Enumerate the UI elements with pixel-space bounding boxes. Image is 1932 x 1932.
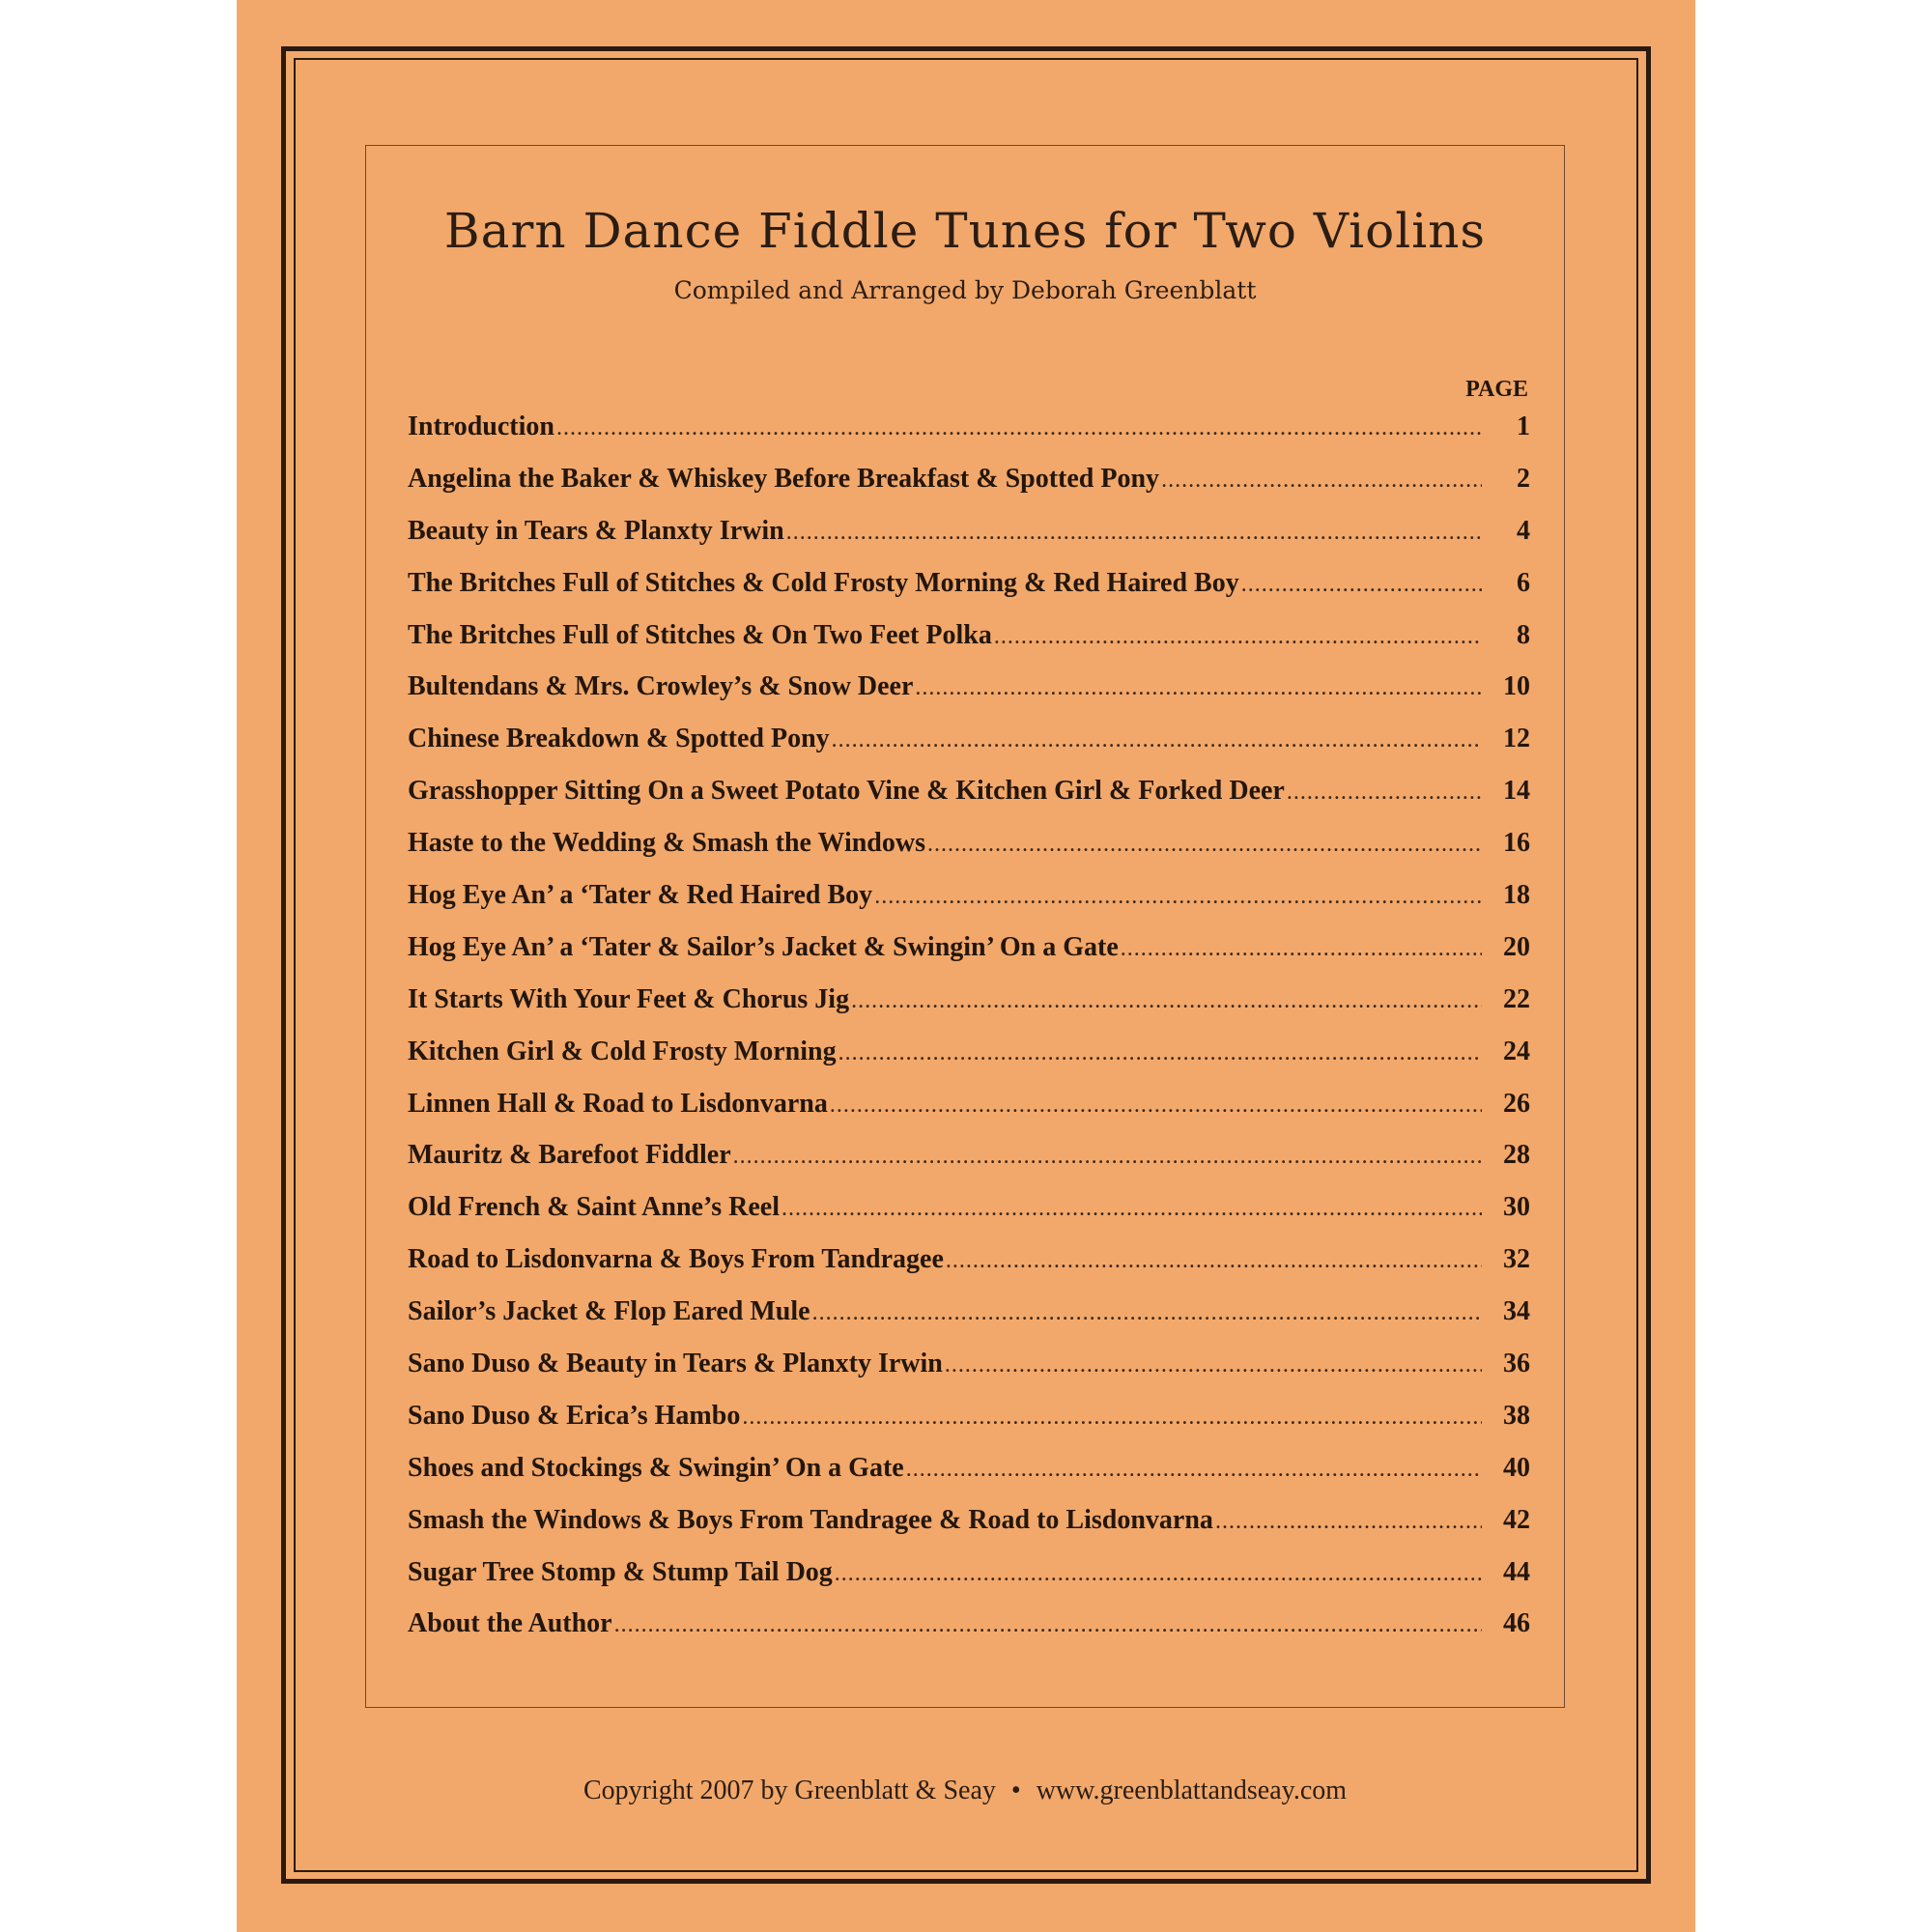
toc-dot-leader	[994, 624, 1482, 650]
toc-entry	[408, 1453, 1530, 1505]
toc-entry-title: It Starts With Your Feet & Chorus Jig	[408, 983, 850, 1014]
toc-dot-leader	[786, 520, 1482, 546]
toc-entry-title: Hog Eye An’ a ‘Tater & Sailor’s Jacket & Swingin’ On a Gate	[408, 931, 1119, 962]
footer-copyright: Copyright 2007 by Greenblatt & Seay	[582, 1776, 996, 1805]
document-title: Barn Dance Fiddle Tunes for Two Violins	[443, 203, 1487, 259]
toc-entry	[408, 671, 1530, 724]
toc-entry	[408, 1608, 1530, 1661]
toc-entry-page: 16	[1503, 828, 1530, 859]
toc-entry	[408, 516, 1530, 568]
toc-entry-page: 22	[1503, 983, 1530, 1014]
toc-entry-page: 18	[1503, 880, 1530, 911]
toc-dot-leader	[614, 1612, 1482, 1638]
footer	[365, 1776, 1565, 1806]
toc-entry-title: The Britches Full of Stitches & Cold Frosty Morning & Red Haired Boy	[408, 567, 1239, 598]
toc-entry	[408, 464, 1530, 516]
toc-entry-title: Sailor’s Jacket & Flop Eared Mule	[408, 1296, 810, 1327]
toc-entry-title: Shoes and Stockings & Swingin’ On a Gate	[408, 1452, 904, 1483]
toc-entry-page: 28	[1503, 1140, 1530, 1171]
toc-entry-page: 42	[1503, 1504, 1530, 1535]
toc-entry-page: 12	[1503, 724, 1530, 754]
toc-entry-page: 36	[1503, 1349, 1530, 1379]
toc-entry-page: 44	[1503, 1556, 1530, 1587]
toc-entry-title: Bultendans & Mrs. Crowley’s & Snow Deer	[408, 671, 914, 702]
toc-entry	[408, 880, 1530, 932]
toc-entry	[408, 620, 1530, 672]
toc-entry-page: 24	[1503, 1036, 1530, 1066]
toc-entry-title: Old French & Saint Anne’s Reel	[408, 1192, 781, 1223]
toc-dot-leader	[1121, 936, 1482, 962]
toc-entry-page: 26	[1503, 1088, 1530, 1119]
toc-entry-page: 34	[1503, 1296, 1530, 1327]
toc-entry-title: Linnen Hall & Road to Lisdonvarna	[408, 1088, 828, 1119]
toc-entry	[408, 932, 1530, 984]
toc-entry-title: Hog Eye An’ a ‘Tater & Red Haired Boy	[408, 880, 873, 911]
toc-dot-leader	[835, 1561, 1482, 1587]
table-of-contents	[408, 412, 1530, 1661]
toc-entry	[408, 776, 1530, 828]
toc-dot-leader	[874, 884, 1482, 910]
toc-entry-title: Mauritz & Barefoot Fiddler	[408, 1140, 731, 1171]
toc-dot-leader	[733, 1144, 1482, 1170]
toc-entry-title: Haste to the Wedding & Smash the Windows	[408, 828, 925, 859]
toc-entry	[408, 1037, 1530, 1089]
toc-entry-title: Beauty in Tears & Planxty Irwin	[408, 515, 784, 546]
footer-website: www.greenblattandseay.com	[1036, 1776, 1348, 1805]
toc-entry-title: Angelina the Baker & Whiskey Before Breakfast & Spotted Pony	[408, 463, 1160, 494]
toc-dot-leader	[838, 1040, 1482, 1066]
toc-entry-title: About the Author	[408, 1608, 612, 1639]
toc-dot-leader	[906, 1457, 1482, 1483]
toc-entry	[408, 1140, 1530, 1192]
toc-entry-page: 14	[1503, 776, 1530, 807]
toc-entry-title: Kitchen Girl & Cold Frosty Morning	[408, 1036, 837, 1066]
toc-entry	[408, 1244, 1530, 1296]
toc-dot-leader	[1287, 780, 1482, 806]
toc-entry-page: 20	[1503, 931, 1530, 962]
toc-dot-leader	[832, 727, 1482, 753]
toc-entry-title: Road to Lisdonvarna & Boys From Tandragee	[408, 1244, 944, 1275]
toc-entry-title: Sugar Tree Stomp & Stump Tail Dog	[408, 1556, 833, 1587]
toc-entry	[408, 1557, 1530, 1609]
toc-entry-title: The Britches Full of Stitches & On Two Feet Polka	[408, 619, 992, 650]
toc-entry	[408, 1401, 1530, 1453]
toc-dot-leader	[1161, 468, 1482, 494]
toc-entry-page: 38	[1503, 1400, 1530, 1431]
toc-entry-page: 46	[1503, 1608, 1530, 1639]
toc-entry	[408, 724, 1530, 776]
toc-entry	[408, 1349, 1530, 1401]
toc-entry	[408, 984, 1530, 1037]
toc-dot-leader	[946, 1248, 1482, 1274]
toc-dot-leader	[915, 675, 1482, 701]
toc-dot-leader	[945, 1352, 1482, 1378]
toc-entry	[408, 1192, 1530, 1244]
toc-entry-page: 40	[1503, 1452, 1530, 1483]
toc-entry	[408, 568, 1530, 620]
toc-entry-title: Sano Duso & Erica’s Hambo	[408, 1400, 741, 1431]
document-subtitle: Compiled and Arranged by Deborah Greenblatt	[673, 276, 1257, 304]
toc-entry-page: 6	[1517, 567, 1530, 598]
toc-dot-leader	[927, 832, 1482, 858]
toc-entry-page: 10	[1503, 671, 1530, 702]
toc-entry	[408, 1505, 1530, 1557]
toc-entry	[408, 1296, 1530, 1349]
toc-dot-leader	[851, 988, 1482, 1014]
toc-dot-leader	[556, 415, 1482, 441]
footer-separator: •	[1010, 1776, 1021, 1805]
toc-entry	[408, 412, 1530, 464]
toc-dot-leader	[1241, 572, 1482, 598]
toc-entry	[408, 828, 1530, 880]
toc-entry-page: 4	[1517, 515, 1530, 546]
toc-entry-page: 2	[1517, 463, 1530, 494]
toc-dot-leader	[1215, 1509, 1482, 1535]
toc-dot-leader	[742, 1405, 1482, 1431]
toc-entry-title: Smash the Windows & Boys From Tandragee & Road to Lisdonvarna	[408, 1504, 1213, 1535]
toc-entry-page: 8	[1517, 619, 1530, 650]
toc-dot-leader	[812, 1300, 1482, 1326]
toc-entry-title: Sano Duso & Beauty in Tears & Planxty Irwin	[408, 1349, 943, 1379]
toc-entry-title: Introduction	[408, 412, 554, 441]
toc-entry-page: 32	[1503, 1244, 1530, 1275]
toc-dot-leader	[830, 1093, 1482, 1119]
toc-entry-title: Chinese Breakdown & Spotted Pony	[408, 724, 830, 754]
toc-entry-page: 1	[1517, 412, 1530, 441]
toc-dot-leader	[781, 1196, 1482, 1222]
toc-entry-title: Grasshopper Sitting On a Sweet Potato Vine & Kitchen Girl & Forked Deer	[408, 776, 1285, 807]
toc-entry-page: 30	[1503, 1192, 1530, 1223]
page-column-header: PAGE	[1465, 377, 1528, 402]
toc-entry	[408, 1089, 1530, 1141]
